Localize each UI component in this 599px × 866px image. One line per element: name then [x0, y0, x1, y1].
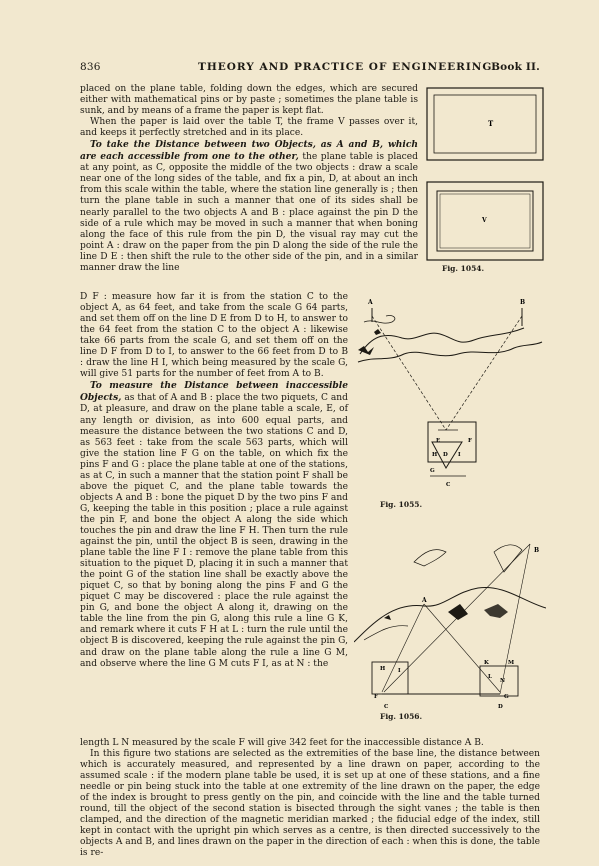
text-column-middle	[80, 292, 348, 670]
paragraph: placed on the plane table, folding down the edges, which are secured either with mathematical pins or by paste ; sometimes the plane table is sunk, and by means of a frame the paper is kept flat.	[80, 84, 418, 117]
paragraph	[80, 380, 348, 669]
label-f: F	[468, 438, 472, 444]
figure-caption: Fig. 1056.	[380, 712, 423, 721]
label-b: B	[520, 299, 526, 306]
label-t: T	[488, 119, 494, 128]
label-v: V	[482, 217, 487, 224]
figure-caption: Fig. 1054.	[442, 264, 485, 273]
page-number: 836	[80, 61, 101, 73]
book-label: Book II.	[491, 61, 540, 73]
figure-1055	[354, 292, 546, 514]
label-g: G	[504, 694, 509, 700]
paragraph: length L N measured by the scale F will give 342 feet for the inaccessible distance A B.	[80, 738, 484, 748]
paragraph: In this figure two stations are selected as the extremities of the base line, the distance between which is accurately measured, and represented by a line drawn on paper, according to the assumed scale : if the modern plane table be used, it is set up at one of these stations, and a fine needle or pin being stuck into the table at one extremity of the line drawn on the paper, the edge of the index is brought to press gently on the pin, and coincide with the line and the table turned round, till the object of the second station is bisected through the sight vanes ; the table is then clamped, and the direction of the magnetic meridian marked ; the fiducial edge of the index, still kept in contact with the upright pin which serves as a centre, is then directed successively to the objects A and B, and lines drawn on the paper in the direction of each : when this is done, the table is re-	[80, 749, 540, 859]
plane-table-diagram	[424, 86, 548, 266]
label-e: E	[436, 438, 441, 444]
label-d: D	[498, 704, 503, 710]
label-h: H	[380, 666, 386, 672]
label-k: K	[484, 660, 489, 666]
figure-1054	[424, 86, 548, 276]
label-f: F	[374, 694, 378, 700]
label-m: M	[508, 660, 515, 666]
base-line-survey-diagram	[354, 522, 546, 712]
paragraph-body: the plane table is placed at any point, as C, opposite the middle of the two objects : draw a scale near one of the long sides of the table, and fix a pin, D, at about an inch from this scale within the table, where the station line generally is ; then turn the plane table in such a manner that one of its sides shall be nearly parallel to the two objects A and B : place against the pin D the side of a rule which may be moved in such a manner that when boning along the face of this rule from the pin D, the visual ray may cut the point A : draw on the paper from the pin D along the side of the rule the line D E : then shift the rule to the other side of the pin, and in a similar manner draw the line	[80, 152, 418, 273]
label-c: C	[446, 482, 451, 488]
label-n: N	[500, 678, 506, 684]
paragraph-lead: To take the Distance between two Objects, as A and B, which are each accessible from one to the other,	[80, 139, 418, 163]
running-title: THEORY AND PRACTICE OF ENGINEERING.	[198, 61, 497, 73]
paragraph-body: as that of A and B : place the two piquets, C and D, at pleasure, and draw on the plane table a scale, E, of any length or division, as into 600 equal parts, and measure the distance between the two stations C and D, as 563 feet : take from the scale 563 parts, which will give the station line F G on the table, on which fix the pins F and G : place the plane table at one of the stations, as at C, in such a manner that the station point F shall be above the piquet C, and the plane table towards the objects A and B : bone the piquet D by the two pins F and G, keeping the table in this position ; place a rule against the pin F, and bone the object A along the side which touches the pin and draw the line F H. Then turn the rule against the pin, until the object B is seen, drawing in the plane table the line F I : remove the plane table from this situation to the piquet D, placing it in such a manner that the point G of the station line shall be exactly above the piquet C, so that by boning along the pins F and G the piquet C may be discovered : place the rule against the pin G, and bone the object A along it, drawing on the table the line from the pin G, along this rule a line G K, and remark where it cuts F H at L : turn the rule until the object B is discovered, keeping the rule against the pin G, and draw on the plane table along the rule a line G M, and observe where the line G M cuts F I, as at N : the	[80, 393, 348, 669]
label-i: I	[398, 668, 401, 674]
label-l: L	[488, 674, 492, 680]
label-b: B	[534, 547, 540, 554]
figure-caption: Fig. 1055.	[380, 500, 423, 509]
label-i: I	[458, 452, 461, 458]
figure-1056	[354, 522, 546, 726]
label-c: C	[384, 704, 389, 710]
paragraph	[80, 139, 418, 274]
label-h: H	[432, 452, 438, 458]
paragraph-lead: To measure the Distance between inaccessible Objects,	[80, 380, 348, 404]
label-g: G	[430, 468, 435, 474]
label-d: D	[443, 452, 448, 458]
paragraph: When the paper is laid over the table T, the frame V passes over it, and keeps it perfectly stretched and in its place.	[80, 117, 418, 139]
label-a: A	[422, 597, 427, 604]
label-a: A	[368, 299, 373, 306]
paragraph: D F : measure how far it is from the station C to the object A, as 64 feet, and take from the scale G 64 parts, and set them off on the line D E from D to H, to answer to the 64 feet from the station C to the object A : likewise take 66 parts from the scale G, and set them off on the line D F from D to I, to answer to the 66 feet from D to B : draw the line H I, which being measured by the scale G, will give 51 parts for the number of feet from A to B.	[80, 292, 348, 380]
text-column-bottom	[80, 738, 540, 860]
text-column-top	[80, 84, 418, 274]
inaccessible-distance-diagram	[354, 292, 546, 492]
